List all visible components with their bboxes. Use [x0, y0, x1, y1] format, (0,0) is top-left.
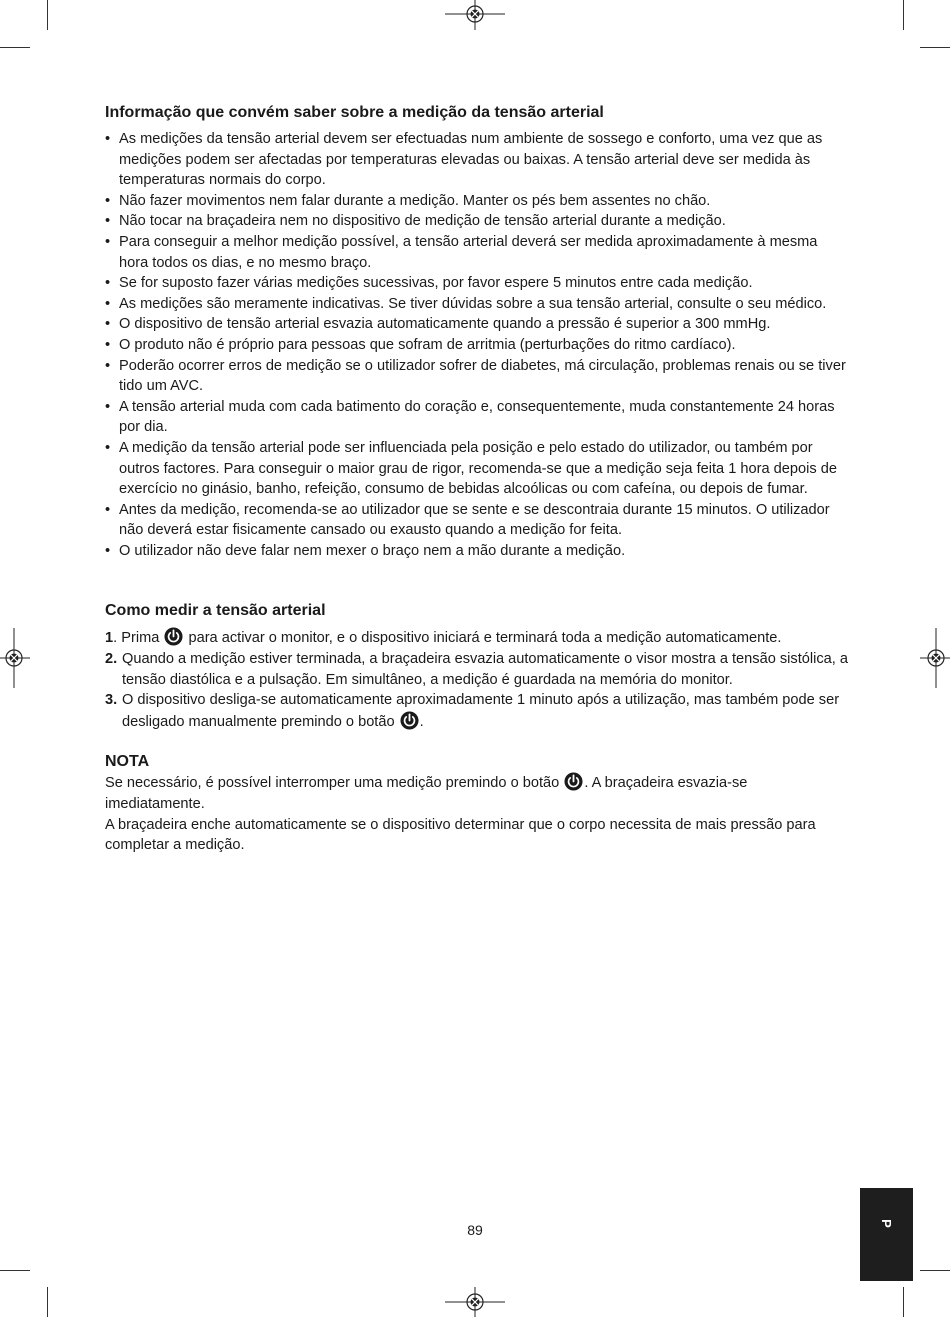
note-paragraph: A braçadeira enche automaticamente se o dispositivo determinar que o corpo necessita de mais pressão para completar a medição.: [105, 816, 816, 854]
language-tab-label: P: [879, 1219, 894, 1228]
step-1: [105, 627, 850, 649]
power-icon: [564, 772, 583, 791]
list-item: • O produto não é próprio para pessoas que sofram de arritmia (perturbações do ritmo cardíaco).: [105, 335, 850, 356]
crop-mark: [903, 1287, 904, 1317]
step-text: para activar o monitor, e o dispositivo iniciará e terminará toda a medição automaticamente.: [184, 630, 782, 647]
note-text: Se necessário, é possível interromper uma medição premindo o botão: [105, 775, 564, 792]
measure-steps-list: [105, 627, 850, 732]
registration-mark-icon: [0, 628, 30, 688]
crop-mark: [47, 0, 48, 30]
step-text: .: [419, 713, 424, 730]
crop-mark: [920, 47, 950, 48]
step-number: 2.: [105, 651, 118, 668]
power-icon: [400, 711, 419, 730]
power-icon: [164, 627, 183, 646]
list-item: • As medições são meramente indicativas. Se tiver dúvidas sobre a sua tensão arterial, consulte o seu médico.: [105, 294, 850, 315]
crop-mark: [0, 47, 30, 48]
page-content: [105, 103, 850, 856]
registration-mark-icon: [445, 1287, 505, 1317]
list-item: • Se for suposto fazer várias medições sucessivas, por favor espere 5 minutos entre cada medição.: [105, 273, 850, 294]
crop-mark: [47, 1287, 48, 1317]
page-number: 89: [467, 1222, 483, 1238]
crop-mark: [903, 0, 904, 30]
step-2: [105, 649, 850, 690]
list-item: • A tensão arterial muda com cada batimento do coração e, consequentemente, muda constantemente 24 horas por dia.: [105, 397, 850, 438]
list-item: • Não fazer movimentos nem falar durante a medição. Manter os pés bem assentes no chão.: [105, 191, 850, 212]
registration-mark-icon: [920, 628, 950, 688]
list-item: • O dispositivo de tensão arterial esvazia automaticamente quando a pressão é superior a 300 mmHg.: [105, 314, 850, 335]
list-item: • Antes da medição, recomenda-se ao utilizador que se sente e se descontraia durante 15 minutos. O utilizador não deverá estar fisicamente cansado ou exausto quando a medição for feita.: [105, 500, 850, 541]
list-item: • Poderão ocorrer erros de medição se o utilizador sofrer de diabetes, má circulação, problemas renais ou se tiver tido um AVC.: [105, 356, 850, 397]
list-item: • Para conseguir a melhor medição possível, a tensão arterial deverá ser medida aproximadamente à mesma hora todos os dias, e no mesmo braço.: [105, 232, 850, 273]
language-tab: [860, 1188, 913, 1281]
step-number: 1: [105, 630, 114, 647]
step-text: . Prima: [113, 630, 164, 647]
section-title-how-to-measure: Como medir a tensão arterial: [105, 602, 326, 620]
step-3: [105, 690, 850, 732]
section-title-info: Informação que convém saber sobre a medição da tensão arterial: [105, 104, 604, 121]
list-item: • O utilizador não deve falar nem mexer o braço nem a mão durante a medição.: [105, 541, 850, 562]
crop-mark: [0, 1270, 30, 1271]
info-bullet-list: [105, 129, 850, 561]
note-title: NOTA: [105, 753, 150, 771]
step-number: 3.: [105, 692, 118, 709]
list-item: • As medições da tensão arterial devem ser efectuadas num ambiente de sossego e conforto, uma vez que as medições podem ser afectadas por temperaturas elevadas ou baixas. A tensão arterial deve ser medida às temperaturas normais do corpo.: [105, 129, 850, 191]
list-item: • A medição da tensão arterial pode ser influenciada pela posição e pelo estado do utilizador, ou também por outros factores. Para conseguir o maior grau de rigor, recomenda-se que a medição seja feita 1 hora depois de exercício no ginásio, banho, refeição, consumo de bebidas alcoólicas ou com cafeína, ou depois de fumar.: [105, 438, 850, 500]
registration-mark-icon: [445, 0, 505, 30]
step-text: O dispositivo desliga-se automaticamente aproximadamente 1 minuto após a utilização, mas também pode ser desligado manualmente premindo o botão: [122, 692, 840, 730]
note-text: . A braçadeira esvazia-se imediatamente.: [105, 775, 748, 813]
step-text: Quando a medição estiver terminada, a braçadeira esvazia automaticamente o visor mostra a tensão sistólica, a tensão diastólica e a pulsação. Em simultâneo, a medição é guardada na memória do monitor.: [122, 651, 849, 688]
note-paragraph: [105, 772, 850, 814]
crop-mark: [920, 1270, 950, 1271]
list-item: • Não tocar na braçadeira nem no dispositivo de medição de tensão arterial durante a medição.: [105, 211, 850, 232]
